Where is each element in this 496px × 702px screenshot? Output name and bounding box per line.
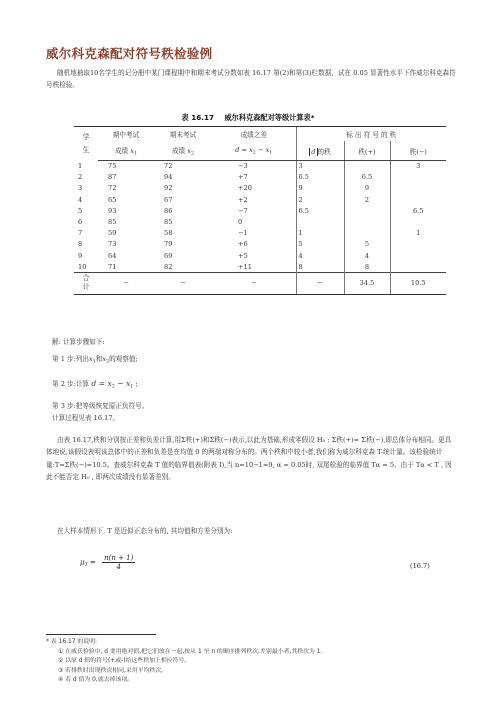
cell-student-no: 7 bbox=[78, 229, 83, 238]
cell-abs-rank: 4 bbox=[296, 250, 344, 261]
cell-abs-rank: 2 bbox=[296, 194, 344, 205]
cell-student-no: 8 bbox=[78, 240, 83, 249]
table-number: 表 16.17 bbox=[181, 113, 214, 122]
table-row bbox=[74, 172, 446, 183]
cell-rank-plus bbox=[344, 161, 390, 172]
cell-difference: +5 bbox=[238, 251, 248, 260]
cell-final-score: 92 bbox=[164, 184, 173, 193]
table-total-row bbox=[74, 272, 446, 294]
cell-difference: −7 bbox=[238, 206, 248, 215]
cell-difference: +11 bbox=[238, 262, 252, 271]
cell-difference: +7 bbox=[238, 173, 248, 182]
total-rank-plus: 34.5 bbox=[344, 272, 390, 294]
header-final: 期末考试 bbox=[154, 127, 212, 142]
step-2: 第 2 步:计算 $d = x_2 - x_1$ ; bbox=[52, 379, 138, 390]
cell-student-no: 2 bbox=[78, 173, 83, 182]
header-midterm-score: 成绩 $x_1$ bbox=[98, 141, 154, 161]
total-d: − bbox=[212, 272, 296, 294]
header-signed-rank: 标 出 符 号 的 秩 bbox=[296, 127, 446, 142]
cell-rank-plus: 4 bbox=[344, 250, 390, 261]
cell-midterm-score: 64 bbox=[108, 251, 117, 260]
cell-difference: −3 bbox=[238, 162, 248, 171]
step-3: 第 3 步:把等级恢复原正负符号。 bbox=[52, 402, 149, 410]
cell-rank-plus: 8 bbox=[344, 261, 390, 272]
footnote-item: ① 在威氏检验中, d 要用绝对值,把它们放在一起,按从 1 至 n 的顺序排列秩次,差别最小者,其秩次为 1。 bbox=[58, 648, 327, 655]
header-rank-minus: 秩(−) bbox=[390, 141, 446, 161]
cell-difference: +20 bbox=[238, 184, 252, 193]
cell-difference: −1 bbox=[238, 229, 248, 238]
cell-rank-plus: 6.5 bbox=[344, 172, 390, 183]
cell-midterm-score: 72 bbox=[108, 184, 117, 193]
cell-abs-rank: 6.5 bbox=[296, 205, 344, 216]
cell-rank-minus bbox=[390, 261, 446, 272]
cell-rank-plus: 5 bbox=[344, 239, 390, 250]
cell-abs-rank: 1 bbox=[296, 228, 344, 239]
header-rank-plus: 秩(+) bbox=[344, 141, 390, 161]
cell-rank-minus bbox=[390, 250, 446, 261]
footnote-item: ② 以原 d 值的符号(+或-)给这些秩加上相应符号。 bbox=[58, 658, 191, 665]
step-result: 计算过程见表 16.17。 bbox=[52, 414, 120, 422]
cell-student-no: 5 bbox=[78, 206, 83, 215]
footnote-title: * 表 16.17 的说明: bbox=[46, 639, 97, 645]
cell-student-no: 1 bbox=[78, 162, 83, 171]
cell-final-score: 82 bbox=[164, 262, 173, 271]
table-row bbox=[74, 228, 446, 239]
page-title: 威尔科克森配对符号秩检验例 bbox=[46, 46, 213, 61]
cell-rank-plus: 2 bbox=[344, 194, 390, 205]
table-row bbox=[74, 239, 446, 250]
table-row bbox=[74, 161, 446, 172]
cell-student-no: 4 bbox=[78, 195, 83, 204]
header-difference: 成绩之差 bbox=[212, 127, 296, 142]
table-row bbox=[74, 261, 446, 272]
cell-rank-plus bbox=[344, 205, 390, 216]
table-row bbox=[74, 194, 446, 205]
header-final-score: 成绩 $x_2$ bbox=[154, 141, 212, 161]
header-midterm: 期中考试 bbox=[98, 127, 154, 142]
cell-rank-minus: 1 bbox=[390, 228, 446, 239]
header-diff-formula: $d = x_2 - x_1$ bbox=[212, 141, 296, 161]
footnote-item: ④ 若 d 值为 0,就去掉该项。 bbox=[58, 677, 134, 684]
footnote-items bbox=[46, 648, 466, 686]
cell-rank-plus bbox=[344, 228, 390, 239]
cell-final-score: 85 bbox=[164, 218, 173, 227]
cell-midterm-score: 75 bbox=[108, 162, 117, 171]
cell-difference: +2 bbox=[238, 195, 248, 204]
cell-final-score: 86 bbox=[164, 206, 173, 215]
cell-abs-rank: 9 bbox=[296, 183, 344, 194]
cell-midterm-score: 85 bbox=[108, 218, 117, 227]
cell-student-no: 9 bbox=[78, 251, 83, 260]
footnote-rule bbox=[46, 634, 156, 635]
total-rank: − bbox=[296, 272, 344, 294]
cell-rank-minus bbox=[390, 239, 446, 250]
cell-rank-minus bbox=[390, 194, 446, 205]
equation-number: (16.7) bbox=[410, 562, 430, 570]
cell-student-no: 3 bbox=[78, 184, 83, 193]
cell-difference: +6 bbox=[238, 240, 248, 249]
total-x2: − bbox=[154, 272, 212, 294]
table-row bbox=[74, 216, 446, 227]
table-row bbox=[74, 183, 446, 194]
cell-final-score: 72 bbox=[164, 162, 173, 171]
wilcoxon-rank-table bbox=[74, 126, 446, 295]
table-row bbox=[74, 205, 446, 216]
cell-midterm-score: 73 bbox=[108, 240, 117, 249]
cell-final-score: 94 bbox=[164, 173, 173, 182]
footnote-item: ③ 若排秩时出现秩次相同,采用平均秩次。 bbox=[58, 667, 168, 674]
cell-abs-rank: 5 bbox=[296, 239, 344, 250]
cell-midterm-score: 93 bbox=[108, 206, 117, 215]
cell-final-score: 79 bbox=[164, 240, 173, 249]
cell-difference: 0 bbox=[238, 218, 243, 227]
cell-abs-rank: 8 bbox=[296, 261, 344, 272]
cell-rank-plus bbox=[344, 216, 390, 227]
solution-heading: 解: 计算步骤如下: bbox=[52, 338, 105, 346]
mean-formula: $\mu_T$ = $\frac{n(n + 1)}{4}$ bbox=[80, 554, 134, 571]
header-student: 学生 bbox=[74, 127, 98, 161]
cell-student-no: 6 bbox=[78, 218, 83, 227]
cell-rank-plus: 9 bbox=[344, 183, 390, 194]
step-1: 第 1 步:列出$x_1$和$x_2$的观察值; bbox=[52, 355, 138, 365]
header-abs-d-rank: d 的秩 bbox=[296, 141, 344, 161]
table-row bbox=[74, 250, 446, 261]
cell-abs-rank: 6.5 bbox=[296, 172, 344, 183]
intro-paragraph: 随机地抽取10名学生的记分册中某门课程期中和期末考试分数如表 16.17 第(2)和第(3)栏数据，试在 0.05 显著性水平下作威尔科克森符号秩检验。 bbox=[46, 69, 456, 89]
explanation-paragraph: 由表 16.17,秩和分别按正差和负差计算,用Σ秩(+)和Σ秩(−)表示,以此为基础,形成零假设 H₀ : Σ秩(+)= Σ秩(−),即总体分布相同。更具体地说,该假设表明该总体中的正差和负差是在均值 0 的两端对称分布的。两个秩和中较小者,我们称为威尔科克森 T-统计量。该检验统计量:T=Σ秩(−)=10.5。查威尔科克森 T 值的临界值表(附表 I),当 n=10−1=9, α = 0.05时, 双尾检验的临界值 Tα = 5。由于 Tα < T , 因此不能否定 H₀ , 即两次成绩没有显著差别。 bbox=[46, 436, 452, 482]
cell-rank-minus bbox=[390, 216, 446, 227]
cell-final-score: 58 bbox=[164, 229, 173, 238]
cell-student-no: 10 bbox=[78, 262, 87, 271]
cell-rank-minus: 6.5 bbox=[390, 205, 446, 216]
cell-midterm-score: 65 bbox=[108, 195, 117, 204]
footnote bbox=[46, 638, 466, 686]
cell-final-score: 67 bbox=[164, 195, 173, 204]
cell-rank-minus: 3 bbox=[390, 161, 446, 172]
table-caption bbox=[0, 113, 496, 123]
cell-rank-minus bbox=[390, 172, 446, 183]
table-title: 威尔科克森配对等级计算表* bbox=[224, 113, 315, 122]
total-label: 合计 bbox=[74, 272, 98, 294]
total-rank-minus: 10.5 bbox=[390, 272, 446, 294]
large-sample-paragraph: 在大样本情形下, T 是近似正态分布的, 其均值和方差分别为: bbox=[57, 527, 233, 535]
cell-final-score: 69 bbox=[164, 251, 173, 260]
cell-abs-rank bbox=[296, 216, 344, 227]
cell-abs-rank: 3 bbox=[296, 161, 344, 172]
cell-midterm-score: 71 bbox=[108, 262, 117, 271]
cell-rank-minus bbox=[390, 183, 446, 194]
cell-midterm-score: 87 bbox=[108, 173, 117, 182]
total-x1: − bbox=[98, 272, 154, 294]
cell-midterm-score: 59 bbox=[108, 229, 117, 238]
